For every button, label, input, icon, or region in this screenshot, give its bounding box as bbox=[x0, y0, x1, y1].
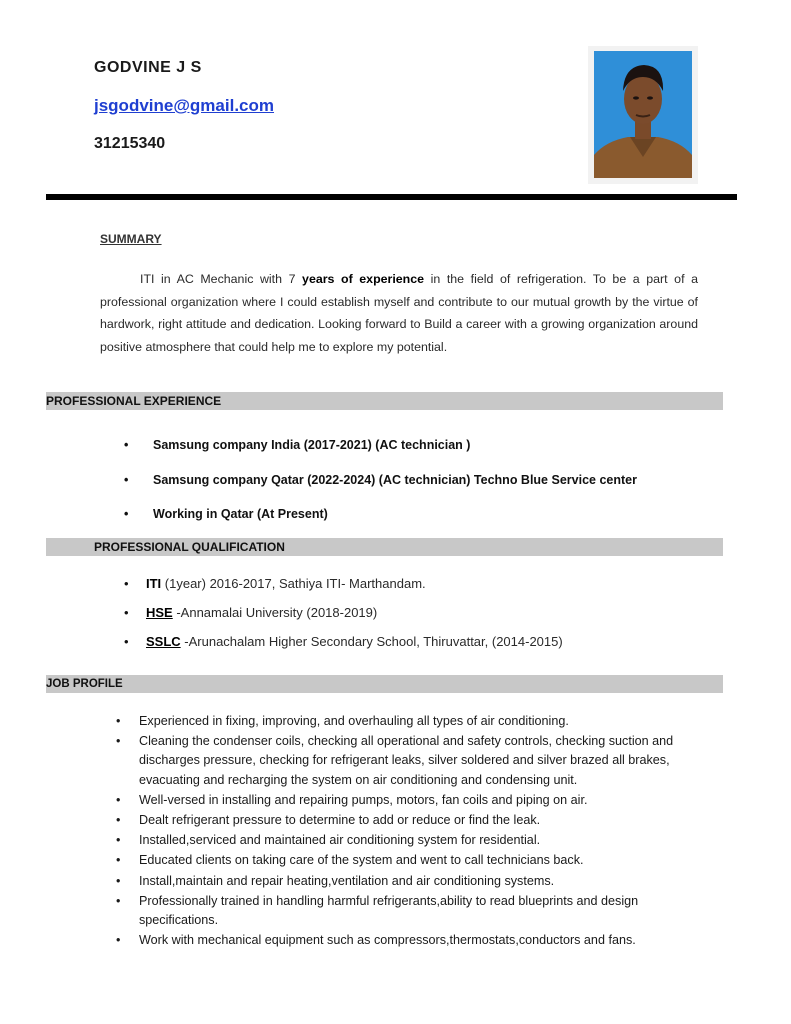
experience-list bbox=[124, 438, 637, 542]
list-item: • Working in Qatar (At Present) bbox=[124, 507, 637, 542]
list-item: • Installed,serviced and maintained air conditioning system for residential. bbox=[116, 831, 716, 850]
candidate-name: GODVINE J S bbox=[94, 59, 202, 76]
list-item: • Samsung company India (2017-2021) (AC technician ) bbox=[124, 438, 637, 473]
email-link[interactable]: jsgodvine@gmail.com bbox=[94, 96, 275, 115]
list-item: • Cleaning the condenser coils, checking all operational and safety controls, checking suction and discharges pressure, checking for refrigerant leaks, silver soldered and silver brazed all brakes, evacuating and recharging the system on air conditioning and condensing unit. bbox=[116, 732, 716, 790]
summary-heading: SUMMARY bbox=[100, 232, 162, 246]
list-item: • HSE -Annamalai University (2018-2019) bbox=[124, 605, 563, 634]
summary-highlight: years of experience bbox=[302, 272, 425, 286]
list-item: • Well-versed in installing and repairing pumps, motors, fan coils and piping on air. bbox=[116, 791, 716, 810]
phone-number: 31215340 bbox=[94, 135, 166, 152]
summary-text: ITI in AC Mechanic with 7 years of experience in the field of refrigeration. To be a part of a professional organization where I could establish myself and contribute to our mutual growth by the virtue of hardwork, right attitude and dedication. Looking forward to Build a career with a growing organization around positive atmosphere that could help me to explore my potential. bbox=[100, 272, 698, 354]
list-item: • Educated clients on taking care of the system and went to call technicians back. bbox=[116, 851, 716, 870]
list-item: • Install,maintain and repair heating,ventilation and air conditioning systems. bbox=[116, 872, 716, 891]
list-item: • Work with mechanical equipment such as compressors,thermostats,conductors and fans. bbox=[116, 931, 716, 950]
qualification-heading: PROFESSIONAL QUALIFICATION bbox=[46, 538, 723, 556]
list-item: • Experienced in fixing, improving, and overhauling all types of air conditioning. bbox=[116, 712, 716, 731]
qualification-list bbox=[124, 576, 563, 663]
list-item: • Samsung company Qatar (2022-2024) (AC technician) Techno Blue Service center bbox=[124, 473, 637, 508]
list-item: • Professionally trained in handling harmful refrigerants,ability to read blueprints and design specifications. bbox=[116, 892, 716, 930]
list-item: • Dealt refrigerant pressure to determine to add or reduce or find the leak. bbox=[116, 811, 716, 830]
header-divider bbox=[46, 194, 737, 200]
list-item: • SSLC -Arunachalam Higher Secondary School, Thiruvattar, (2014-2015) bbox=[124, 634, 563, 663]
profile-photo bbox=[588, 46, 698, 184]
job-profile-heading: JOB PROFILE bbox=[46, 675, 723, 693]
experience-heading: PROFESSIONAL EXPERIENCE bbox=[46, 392, 723, 410]
list-item: • ITI (1year) 2016-2017, Sathiya ITI- Marthandam. bbox=[124, 576, 563, 605]
job-profile-list bbox=[116, 712, 716, 951]
